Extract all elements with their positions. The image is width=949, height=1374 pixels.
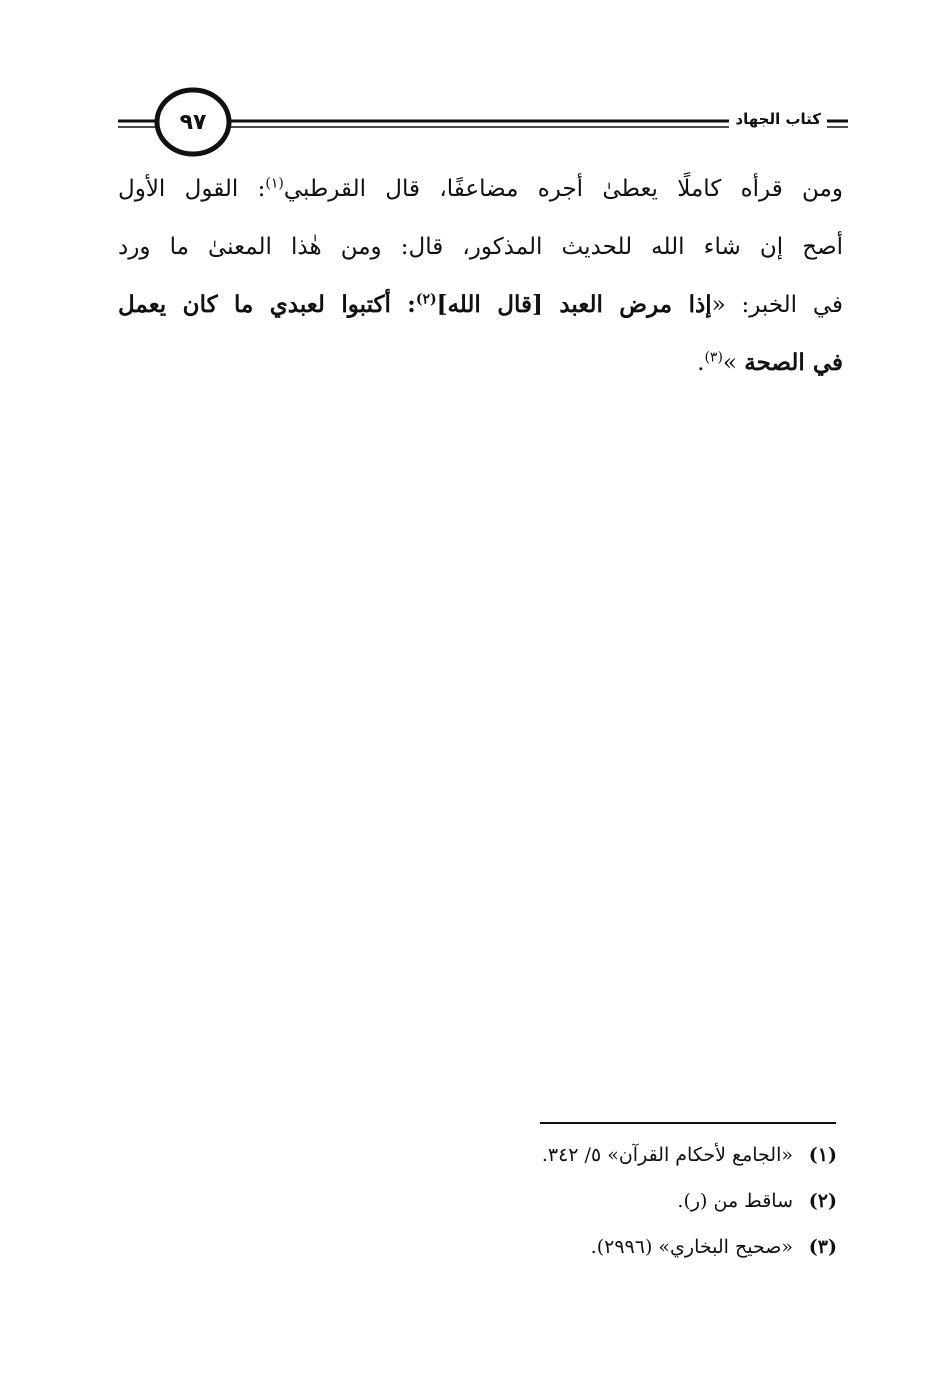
footnote-number: (٢) [808,1190,837,1212]
text-line-2: أصح إن شاء الله للحديث المذكور، قال: ومن هٰذا المعنىٰ ما ورد [118,234,843,260]
footnote-ref-1[interactable]: (١) [265,175,284,192]
page-number: ٩٧ [179,109,207,135]
footnote-number: (٣) [808,1236,837,1258]
footnote-separator [540,1122,836,1124]
footnote-1 [437,1132,837,1178]
text-line-3: في الخبر: «إذا مرض العبد [قال الله]$^{(٢)}$: أكتبوا لعبدي ما كان يعمل [118,291,844,318]
hadith-text: إذا مرض العبد [قال الله] [436,291,712,318]
footnote-ref-3[interactable]: (٣) [704,349,723,366]
footnote-3 [437,1224,837,1270]
running-header-title: كتاب الجهاد [729,108,827,130]
footnote-ref-2[interactable]: (٢) [415,291,437,308]
footnote-number: (١) [808,1144,837,1166]
header-rules [0,0,949,180]
footnote-2 [437,1178,837,1224]
text-line-4: في الصحة »$^{(٣)}$. [697,349,843,376]
footnote-text: «الجامع لأحكام القرآن» ٥/ ٣٤٢. [541,1144,793,1166]
footnote-text: «صحيح البخاري» (٢٩٩٦). [590,1236,793,1258]
footnote-text: ساقط من (ر). [677,1190,793,1212]
main-text [118,160,843,392]
text-line-1: ومن قرأه كاملًا يعطىٰ أجره مضاعفًا، قال القرطبي$^{(١)}$: القول الأول [118,175,843,202]
footnotes [437,1132,837,1270]
